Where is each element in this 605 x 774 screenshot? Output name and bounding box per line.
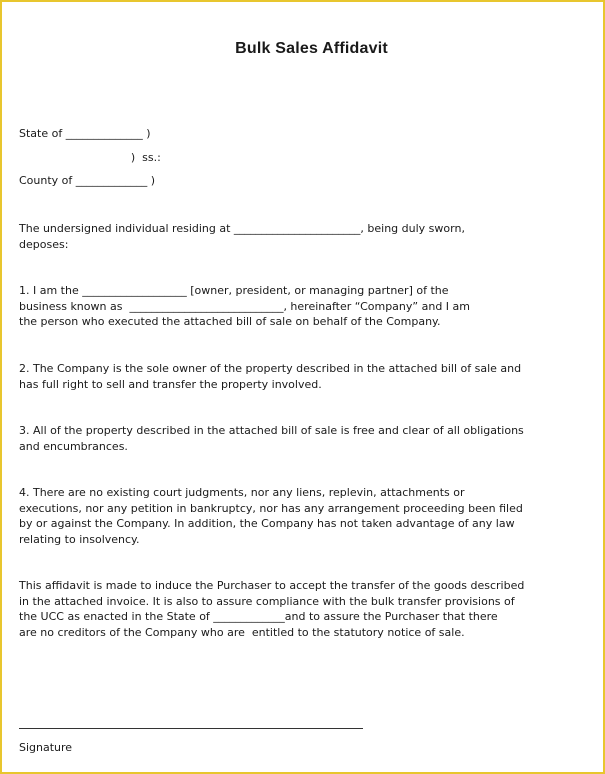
state-line: State of ______________ ) [19,127,151,140]
paragraph-1 [19,283,559,330]
paragraph-2 [19,361,559,392]
paragraph-line: the UCC as enacted in the State of _____________and to assure the Purchaser that there [19,610,498,623]
paragraph-line: and encumbrances. [19,439,128,453]
paragraph-line: 4. There are no existing court judgments, nor any liens, replevin, attachments or [19,486,465,499]
intro-paragraph [19,221,559,252]
paragraph-3 [19,423,559,454]
paragraph-line: 2. The Company is the sole owner of the property described in the attached bill of sale and [19,362,522,375]
county-line: County of _____________ ) [19,174,156,187]
paragraph-line: the person who executed the attached bill of sale on behalf of the Company. [19,315,441,328]
paragraph-4 [19,485,559,547]
intro-line: deposes: [19,237,69,251]
signature-line [19,728,363,729]
paragraph-line: This affidavit is made to induce the Purchaser to accept the transfer of the goods described [19,579,525,592]
document-title: Bulk Sales Affidavit [235,40,388,57]
paragraph-line: 1. I am the ___________________ [owner, president, or managing partner] of the [19,284,449,297]
paragraph-line: by or against the Company. In addition, the Company has not taken advantage of any law [19,517,515,530]
paragraph-line: relating to insolvency. [19,532,140,546]
paragraph-line: in the attached invoice. It is also to assure compliance with the bulk transfer provisions of [19,594,515,608]
intro-line: The undersigned individual residing at _______________________, being duly sworn, [19,222,465,235]
paragraph-line: has full right to sell and transfer the property involved. [19,377,322,391]
paragraph-line: business known as ____________________________, hereinafter “Company” and I am [19,299,470,313]
ss-line: ) ss.: [19,151,161,164]
paragraph-line: are no creditors of the Company who are entitled to the statutory notice of sale. [19,625,465,639]
paragraph-line: executions, nor any petition in bankruptcy, nor has any arrangement proceeding been filed [19,501,523,515]
paragraph-affidavit-purpose [19,578,559,640]
signature-label: Signature [19,741,73,754]
paragraph-line: 3. All of the property described in the attached bill of sale is free and clear of all obligations [19,424,524,437]
